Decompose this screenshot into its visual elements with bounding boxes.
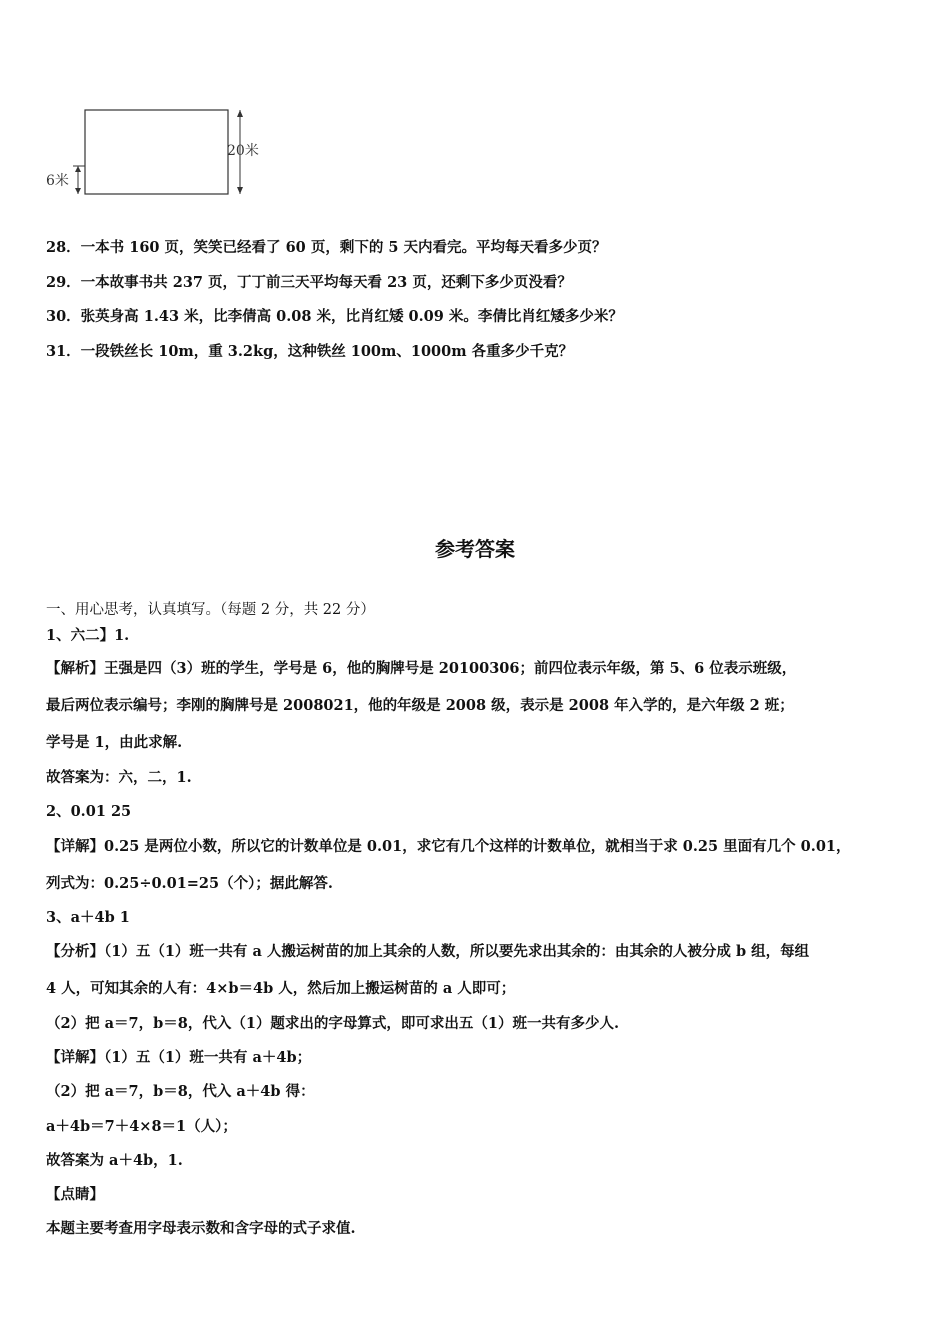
answer-3-analysis-line2: 4 人，可知其余的人有：4×b＝4b 人，然后加上搬运树苗的 a 人即可； [46,980,516,997]
question-29: 29．一本故事书共 237 页，丁丁前三天平均每天看 23 页，还剩下多少页没看？ [46,274,572,291]
height-arrow-top [237,110,243,117]
answer-1: 1、六二】1. [46,627,130,644]
answer-3: 3、a＋4b 1 [46,909,130,926]
answer-3-analysis-line3: （2）把 a＝7，b＝8，代入（1）题求出的字母算式，即可求出五（1）班一共有多少人. [46,1015,620,1032]
answer-1-result: 故答案为：六，二，1. [46,769,192,786]
answer-3-detail-line1: 【详解】（1）五（1）班一共有 a＋4b； [46,1049,312,1066]
rectangle-figure [40,100,280,210]
answer-2-detail-line2: 列式为：0.25÷0.01=25（个）；据此解答. [46,875,333,892]
height-arrow-bottom [237,187,243,194]
question-31: 31．一段铁丝长 10m，重 3.2kg，这种铁丝 100m、1000m 各重多少千克？ [46,343,574,360]
answer-3-result: 故答案为 a＋4b，1. [46,1152,183,1169]
answer-1-analysis-line3: 学号是 1，由此求解. [46,734,183,751]
answer-section-heading: 一、用心思考，认真填写。（每题 2 分，共 22 分） [46,602,375,618]
answer-3-comment: 本题主要考查用字母表示数和含字母的式子求值. [46,1220,356,1237]
answer-1-analysis-line2: 最后两位表示编号；李刚的胸牌号是 2008021，他的年级是 2008 级，表示是 2008 年入学的，是六年级 2 班； [46,697,794,714]
height-label: 20米 [227,143,259,159]
width-arrow-top [75,166,81,172]
width-arrow-bottom [75,188,81,194]
answer-1-analysis-line1: 【解析】王强是四（3）班的学生，学号是 6，他的胸牌号是 20100306；前四位表示年级，第 5、6 位表示班级， [46,660,797,677]
answer-2: 2、0.01 25 [46,803,132,820]
answer-3-analysis-line1: 【分析】（1）五（1）班一共有 a 人搬运树苗的加上其余的人数，所以要先求出其余的：由其余的人被分成 b 组，每组 [46,943,810,960]
answer-3-detail-line2: （2）把 a＝7，b＝8，代入 a＋4b 得： [46,1083,315,1100]
answer-3-comment-label: 【点睛】 [46,1186,104,1203]
rectangle-diagram [40,100,280,210]
question-28: 28．一本书 160 页，笑笑已经看了 60 页，剩下的 5 天内看完。平均每天看多少页？ [46,239,607,256]
answer-2-detail-line1: 【详解】0.25 是两位小数，所以它的计数单位是 0.01，求它有几个这样的计数单位，就相当于求 0.25 里面有几个 0.01， [46,838,851,855]
answer-3-detail-line3: a＋4b＝7＋4×8＝1（人）； [46,1118,237,1135]
answer-title: 参考答案 [435,537,515,561]
width-label: 6米 [46,173,69,189]
rectangle-shape [85,110,228,194]
question-30: 30．张英身高 1.43 米，比李倩高 0.08 米，比肖红矮 0.09 米。李倩比肖红矮多少米？ [46,308,623,325]
